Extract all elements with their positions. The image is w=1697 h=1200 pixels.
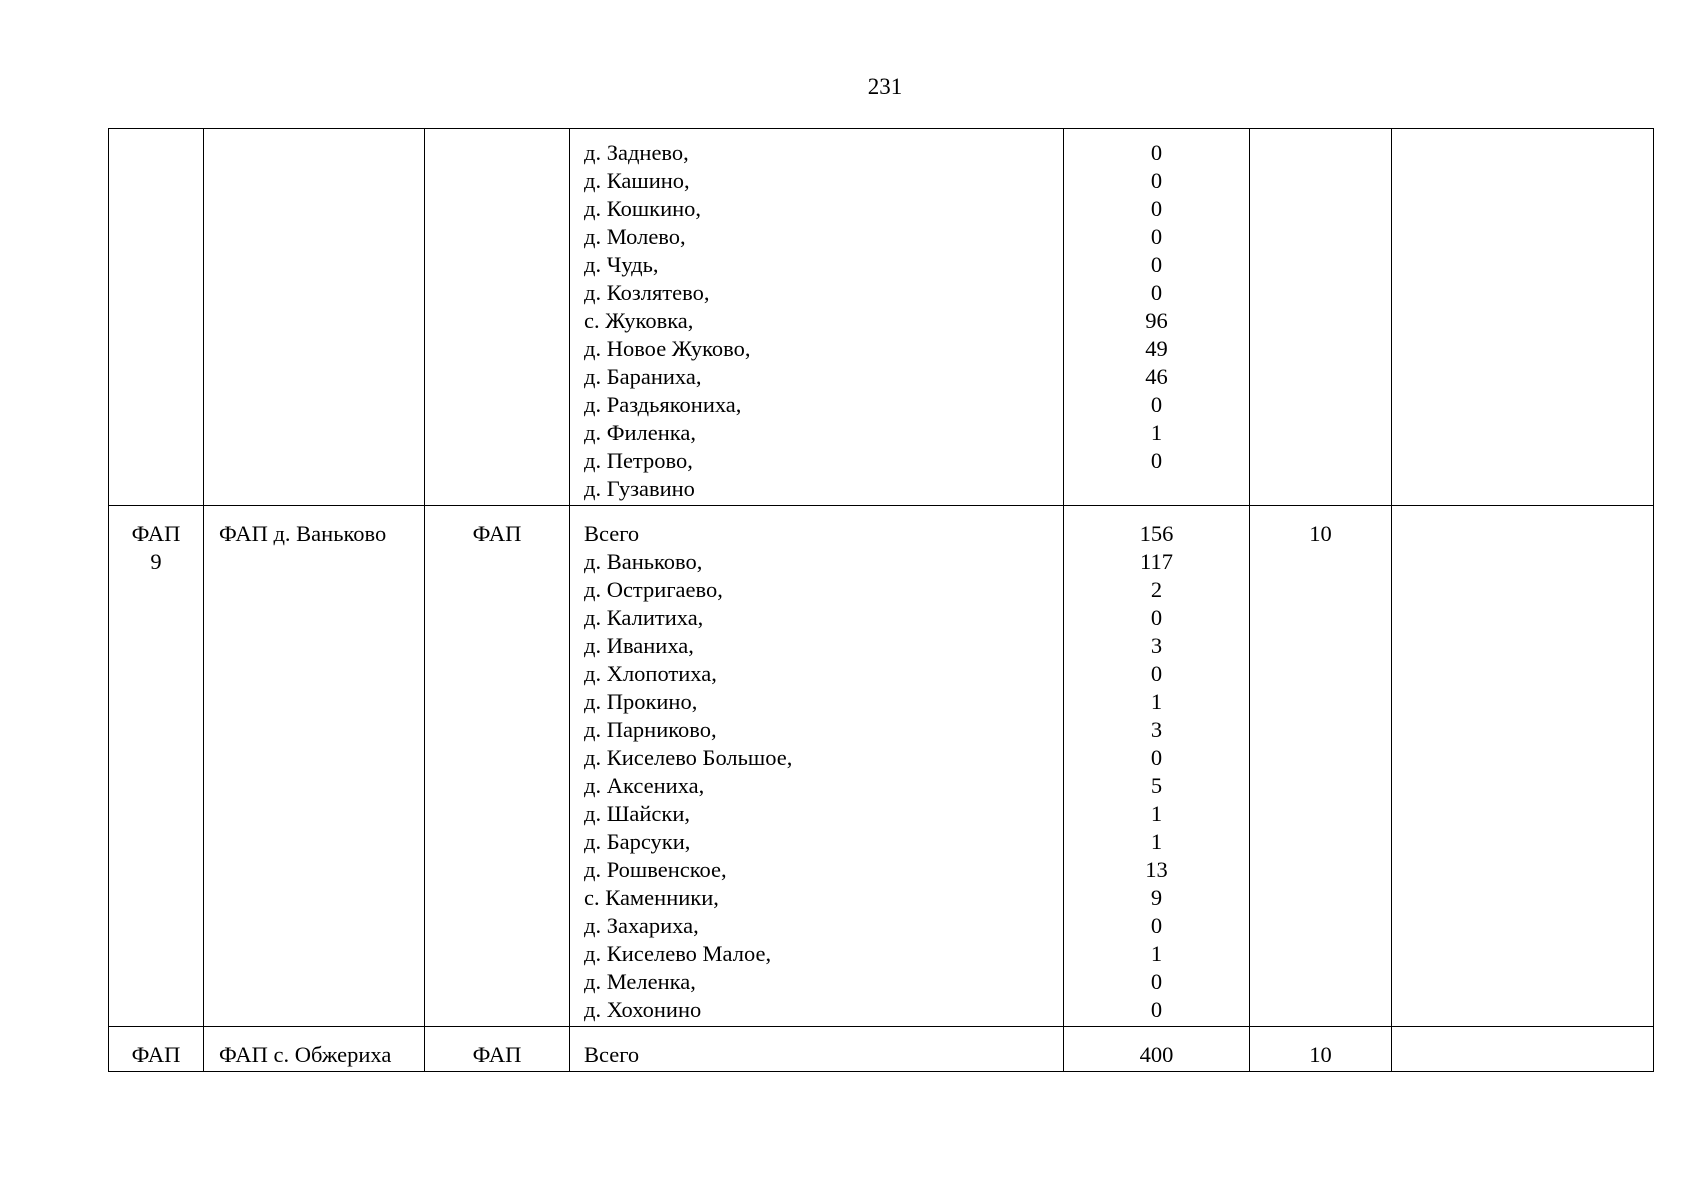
facilities-table bbox=[108, 128, 1654, 1072]
notes-cell bbox=[1392, 1027, 1654, 1072]
settlement-name: д. Гузавино bbox=[584, 476, 695, 501]
population-count: 0 bbox=[1150, 969, 1163, 994]
settlements-cell bbox=[570, 506, 1064, 1027]
population-count: 0 bbox=[1150, 745, 1163, 770]
population-count: 46 bbox=[1145, 364, 1168, 389]
settlement-name: д. Кашино, bbox=[584, 168, 690, 193]
distance-value bbox=[1250, 139, 1391, 167]
settlement-name: д. Аксениха, bbox=[584, 773, 705, 798]
population-cell bbox=[1064, 506, 1250, 1027]
population-count: 3 bbox=[1150, 717, 1163, 742]
population-count: 1 bbox=[1150, 829, 1163, 854]
table-row bbox=[109, 129, 1654, 506]
facility-number-line: ФАП bbox=[131, 521, 181, 546]
settlement-name: д. Бараниха, bbox=[584, 364, 702, 389]
note-text bbox=[1392, 520, 1653, 548]
table-row bbox=[109, 1027, 1654, 1072]
population-count: 0 bbox=[1150, 392, 1163, 417]
settlement-name: Всего bbox=[584, 521, 640, 546]
population-count: 0 bbox=[1150, 605, 1163, 630]
settlement-name: с. Каменники, bbox=[584, 885, 719, 910]
settlement-name: с. Жуковка, bbox=[584, 308, 694, 333]
population-count: 0 bbox=[1150, 168, 1163, 193]
settlement-name: д. Прокино, bbox=[584, 689, 698, 714]
settlement-name: д. Калитиха, bbox=[584, 605, 704, 630]
distance-cell bbox=[1250, 506, 1392, 1027]
facility-name-text: ФАП д. Ваньково bbox=[219, 521, 387, 546]
settlement-name: д. Киселево Малое, bbox=[584, 941, 772, 966]
facility-name-text bbox=[219, 139, 424, 167]
settlement-name: д. Молево, bbox=[584, 224, 686, 249]
table-row bbox=[109, 506, 1654, 1027]
facility-type-cell bbox=[425, 506, 570, 1027]
population-count: 5 bbox=[1150, 773, 1163, 798]
facility-type-cell bbox=[425, 1027, 570, 1072]
facility-type-cell bbox=[425, 129, 570, 506]
population-count: 2 bbox=[1150, 577, 1163, 602]
settlement-name: д. Чудь, bbox=[584, 252, 659, 277]
settlements-cell bbox=[570, 1027, 1064, 1072]
settlement-name: д. Хохонино bbox=[584, 997, 702, 1022]
settlement-name: д. Хлопотиха, bbox=[584, 661, 717, 686]
facility-type-text: ФАП bbox=[472, 521, 522, 546]
population-count: 400 bbox=[1139, 1042, 1174, 1067]
population-count: 0 bbox=[1150, 448, 1163, 473]
population-count: 49 bbox=[1145, 336, 1168, 361]
settlement-name: д. Ваньково, bbox=[584, 549, 703, 574]
population-count: 0 bbox=[1150, 280, 1163, 305]
settlement-name: д. Барсуки, bbox=[584, 829, 691, 854]
settlement-name: Всего bbox=[584, 1042, 640, 1067]
population-count: 0 bbox=[1150, 224, 1163, 249]
settlements-cell bbox=[570, 129, 1064, 506]
population-count: 0 bbox=[1150, 140, 1163, 165]
population-count: 0 bbox=[1150, 661, 1163, 686]
population-count: 3 bbox=[1150, 633, 1163, 658]
population-count: 96 bbox=[1145, 308, 1168, 333]
distance-cell bbox=[1250, 129, 1392, 506]
facility-number-cell bbox=[109, 1027, 204, 1072]
population-count: 117 bbox=[1140, 549, 1173, 574]
settlement-name: д. Остригаево, bbox=[584, 577, 723, 602]
settlement-name: д. Заднево, bbox=[584, 140, 689, 165]
notes-cell bbox=[1392, 129, 1654, 506]
population-count: 1 bbox=[1150, 689, 1163, 714]
facility-type-text bbox=[425, 139, 569, 167]
settlement-name: д. Киселево Большое, bbox=[584, 745, 793, 770]
population-count: 1 bbox=[1150, 420, 1163, 445]
facility-number-cell bbox=[109, 506, 204, 1027]
facility-number-line: 9 bbox=[150, 549, 162, 574]
facility-number-cell bbox=[109, 129, 204, 506]
settlement-name: д. Раздьякониха, bbox=[584, 392, 742, 417]
settlement-name: д. Новое Жуково, bbox=[584, 336, 751, 361]
settlement-name: д. Шайски, bbox=[584, 801, 691, 826]
facility-name-cell bbox=[204, 506, 425, 1027]
settlement-name: д. Захариха, bbox=[584, 913, 699, 938]
population-count: 0 bbox=[1150, 913, 1163, 938]
settlement-name: д. Парниково, bbox=[584, 717, 717, 742]
note-text bbox=[1392, 139, 1653, 167]
note-text bbox=[1392, 1041, 1653, 1069]
notes-cell bbox=[1392, 506, 1654, 1027]
population-count: 9 bbox=[1150, 885, 1163, 910]
settlement-name: д. Рошвенское, bbox=[584, 857, 727, 882]
facility-name-text: ФАП с. Обжериха bbox=[219, 1042, 392, 1067]
settlement-name: д. Филенка, bbox=[584, 420, 696, 445]
distance-value: 10 bbox=[1309, 521, 1332, 546]
distance-value: 10 bbox=[1309, 1042, 1332, 1067]
population-count: 1 bbox=[1150, 941, 1163, 966]
population-count: 13 bbox=[1145, 857, 1168, 882]
settlement-name: д. Кошкино, bbox=[584, 196, 702, 221]
settlement-name: д. Козлятево, bbox=[584, 280, 710, 305]
facility-name-cell bbox=[204, 129, 425, 506]
facility-name-cell bbox=[204, 1027, 425, 1072]
facility-type-text: ФАП bbox=[472, 1042, 522, 1067]
population-cell bbox=[1064, 1027, 1250, 1072]
distance-cell bbox=[1250, 1027, 1392, 1072]
settlement-name: д. Петрово, bbox=[584, 448, 693, 473]
population-count: 0 bbox=[1150, 997, 1163, 1022]
settlement-name: д. Иваниха, bbox=[584, 633, 694, 658]
facility-number-line: ФАП bbox=[131, 1042, 181, 1067]
settlement-name: д. Меленка, bbox=[584, 969, 696, 994]
population-count: 0 bbox=[1150, 252, 1163, 277]
table-body bbox=[109, 129, 1654, 1072]
population-count: 156 bbox=[1139, 521, 1174, 546]
page-number: 231 bbox=[867, 74, 903, 99]
population-count: 1 bbox=[1150, 801, 1163, 826]
population-count: 0 bbox=[1150, 196, 1163, 221]
population-cell bbox=[1064, 129, 1250, 506]
